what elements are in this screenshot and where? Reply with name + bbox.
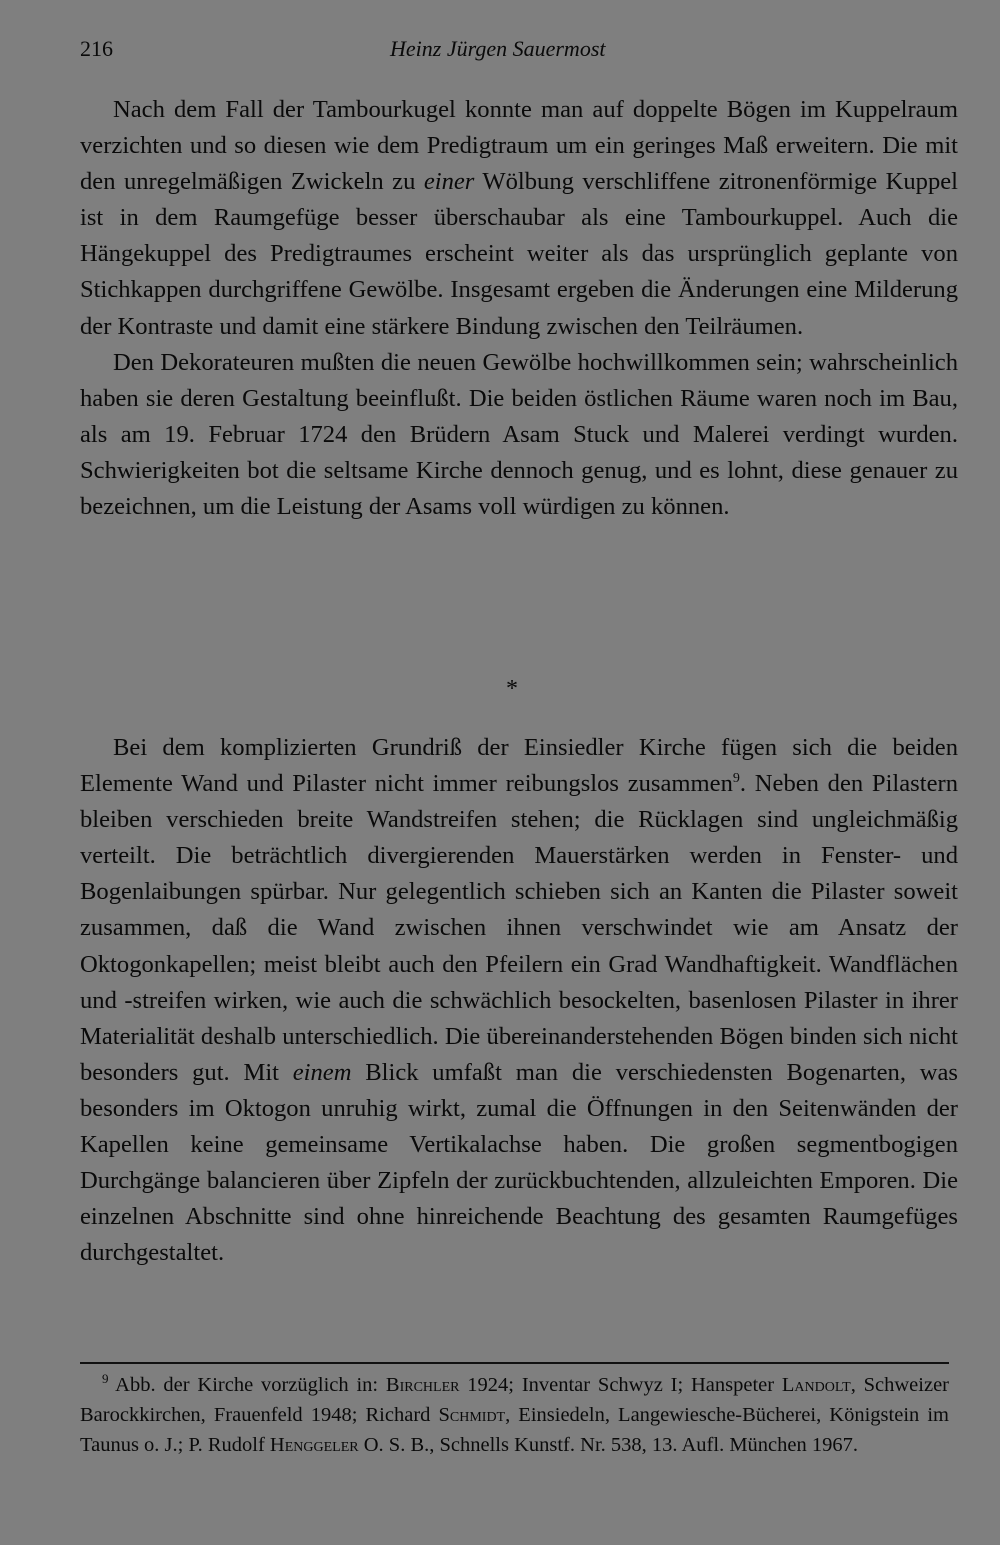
text-block-upper: [80, 92, 958, 525]
footnote-text-5: O. S. B., Schnells Kunstf. Nr. 538, 13. Aufl. München 1967.: [358, 1434, 859, 1456]
footnote-area: [80, 1370, 949, 1460]
running-title: Heinz Jürgen Sauermost: [390, 36, 606, 61]
footnote-author-landolt: Landolt: [781, 1374, 851, 1396]
paragraph-1: [80, 92, 958, 345]
paragraph-2: Den Dekorateuren mußten die neuen Gewölbe hochwillkommen sein; wahrscheinlich haben sie deren Gestaltung beeinflußt. Die beiden östlichen Räume waren noch im Bau, als am 19. Februar 1724 den Brüdern Asam Stuck und Malerei verdingt wurden. Schwierigkeiten bot die seltsame Kirche dennoch genug, und es lohnt, diese genauer zu bezeichnen, um die Leistung der Asams voll würdigen zu können.: [80, 348, 958, 521]
footnote-reference[interactable]: 9: [732, 770, 740, 786]
paragraph-3-emphasis: einem: [292, 1058, 352, 1086]
paragraph-3: [80, 730, 958, 1271]
text-block-lower: [80, 730, 958, 1271]
footnote-text-4: , Einsiedeln, Langewiesche-Bücherei, Königstein im Taunus o. J.; P. Rudolf: [80, 1404, 949, 1456]
paragraph-3-text-a: Bei dem komplizierten Grundriß der Einsiedler Kirche fügen sich die beiden Elemente Wand und Pilaster nicht immer reibungslos zusammen: [80, 734, 958, 798]
page-number: 216: [80, 36, 113, 61]
footnote-divider: [80, 1362, 949, 1364]
footnote-author-henggeler: Henggeler: [269, 1434, 359, 1456]
footnote-author-schmidt: Schmidt: [438, 1404, 506, 1426]
paragraph-1-text-a: Nach dem Fall der Tambourkugel konnte man auf doppelte Bögen im Kuppelraum verzichten und so diesen wie dem Predigtraum um ein geringes Maß erweitern. Die mit den unregelmäßigen Zwickeln zu: [80, 96, 958, 196]
paragraph-3-text-b: . Neben den Pilastern bleiben verschieden breite Wandstreifen stehen; die Rücklagen sind ungleichmäßig verteilt. Die beträchtlich divergierenden Mauerstärken werden in Fenster- und Bogenlaibungen spürbar. Nur gelegentlich schieben sich an Kanten die Pilaster soweit zusammen, daß die Wand zwischen ihnen verschwindet wie am Ansatz der Oktogonkapellen; meist bleibt auch den Pfeilern ein Grad Wandhaftigkeit. Wandflächen und -streifen wirken, wie auch die schwächlich besockelten, basenlosen Pilaster in ihrer Materialität deshalb unterschiedlich. Die übereinanderstehenden Bögen binden sich nicht besonders gut. Mit: [80, 770, 958, 1086]
section-separator: *: [506, 676, 518, 702]
paragraph-3-text-c: Blick umfaßt man die verschiedensten Bogenarten, was besonders im Oktogon unruhig wirkt, zumal die Öffnungen in den Seitenwänden der Kapellen keine gemeinsame Vertikalachse haben. Die großen segmentbogigen Durchgänge balancieren über Zipfeln der zurückbuchtenden, allzuleichten Emporen. Die einzelnen Abschnitte sind ohne hinreichende Beachtung des gesamten Raumgefüges durchgestaltet.: [80, 1058, 959, 1267]
footnote-text-1: Abb. der Kirche vorzüglich in:: [108, 1374, 386, 1396]
running-header: [80, 36, 950, 66]
paragraph-1-emphasis: einer: [423, 168, 475, 196]
footnote-text-2: 1924; Inventar Schwyz I; Hanspeter: [459, 1374, 782, 1396]
footnote-text-3: , Schweizer Barockkirchen, Frauenfeld 1948; Richard: [80, 1374, 949, 1426]
paragraph-1-text-b: Wölbung verschliffene zitronenförmige Kuppel ist in dem Raumgefüge besser überschaubar als eine Tambourkuppel. Auch die Hängekuppel des Predigtraumes erscheint weiter als das ursprünglich geplante von Stichkappen durchgriffene Gewölbe. Insgesamt ergeben die Änderungen eine Milderung der Kontraste und damit eine stärkere Bindung zwischen den Teilräumen.: [80, 168, 958, 340]
footnote-9: [80, 1370, 949, 1460]
footnote-mark: 9: [102, 1371, 109, 1387]
footnote-author-birchler: Birchler: [385, 1374, 460, 1396]
